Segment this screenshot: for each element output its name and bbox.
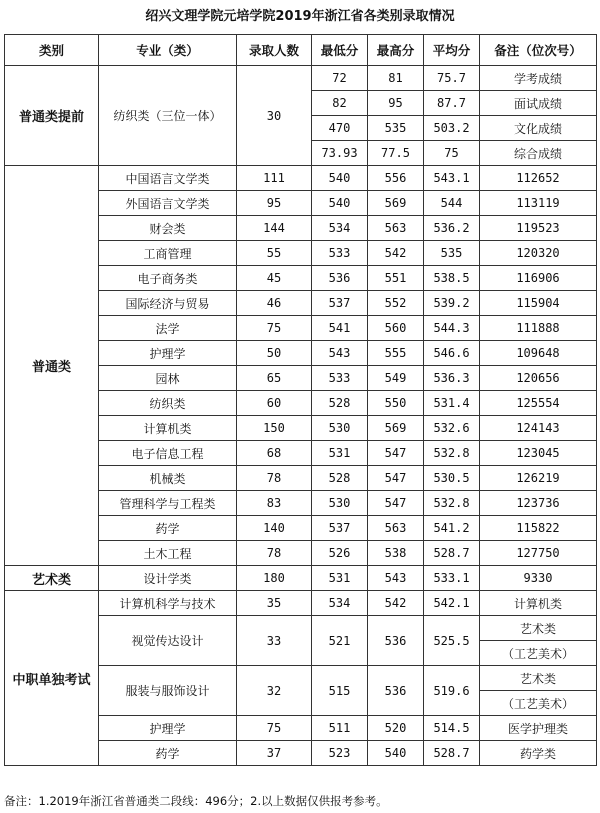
max-cell: 520 xyxy=(368,716,424,741)
min-cell: 540 xyxy=(312,191,368,216)
max-cell: 551 xyxy=(368,266,424,291)
count-cell: 150 xyxy=(237,416,312,441)
min-cell: 541 xyxy=(312,316,368,341)
note-cell: 115822 xyxy=(480,516,597,541)
note-cell: 药学类 xyxy=(480,741,597,766)
max-cell: 95 xyxy=(368,91,424,116)
header-min: 最低分 xyxy=(312,35,368,66)
note-cell: 127750 xyxy=(480,541,597,566)
max-cell: 556 xyxy=(368,166,424,191)
max-cell: 547 xyxy=(368,466,424,491)
major-cell: 电子商务类 xyxy=(99,266,237,291)
major-cell: 纺织类 xyxy=(99,391,237,416)
count-cell: 144 xyxy=(237,216,312,241)
min-cell: 515 xyxy=(312,666,368,716)
count-cell: 60 xyxy=(237,391,312,416)
min-cell: 537 xyxy=(312,516,368,541)
count-cell: 65 xyxy=(237,366,312,391)
min-cell: 523 xyxy=(312,741,368,766)
avg-cell: 541.2 xyxy=(424,516,480,541)
note-cell: 116906 xyxy=(480,266,597,291)
count-cell: 55 xyxy=(237,241,312,266)
major-cell: 管理科学与工程类 xyxy=(99,491,237,516)
note-cell: 文化成绩 xyxy=(480,116,597,141)
note-cell: 综合成绩 xyxy=(480,141,597,166)
max-cell: 538 xyxy=(368,541,424,566)
min-cell: 531 xyxy=(312,566,368,591)
count-cell: 140 xyxy=(237,516,312,541)
table-row xyxy=(5,591,597,616)
count-cell: 37 xyxy=(237,741,312,766)
max-cell: 569 xyxy=(368,191,424,216)
note-cell: 115904 xyxy=(480,291,597,316)
min-cell: 72 xyxy=(312,66,368,91)
avg-cell: 546.6 xyxy=(424,341,480,366)
max-cell: 542 xyxy=(368,241,424,266)
major-cell: 计算机类 xyxy=(99,416,237,441)
max-cell: 77.5 xyxy=(368,141,424,166)
max-cell: 536 xyxy=(368,666,424,716)
major-cell: 工商管理 xyxy=(99,241,237,266)
major-cell: 药学 xyxy=(99,741,237,766)
note-cell: 109648 xyxy=(480,341,597,366)
avg-cell: 536.3 xyxy=(424,366,480,391)
avg-cell: 503.2 xyxy=(424,116,480,141)
table-body xyxy=(5,66,597,766)
avg-cell: 539.2 xyxy=(424,291,480,316)
count-cell: 45 xyxy=(237,266,312,291)
major-cell: 国际经济与贸易 xyxy=(99,291,237,316)
avg-cell: 531.4 xyxy=(424,391,480,416)
min-cell: 530 xyxy=(312,491,368,516)
major-cell: 纺织类（三位一体） xyxy=(99,66,237,166)
table-row xyxy=(5,566,597,591)
note-cell: 112652 xyxy=(480,166,597,191)
min-cell: 521 xyxy=(312,616,368,666)
major-cell: 服装与服饰设计 xyxy=(99,666,237,716)
count-cell: 78 xyxy=(237,466,312,491)
avg-cell: 538.5 xyxy=(424,266,480,291)
avg-cell: 542.1 xyxy=(424,591,480,616)
avg-cell: 532.6 xyxy=(424,416,480,441)
max-cell: 552 xyxy=(368,291,424,316)
min-cell: 540 xyxy=(312,166,368,191)
note-cell: 113119 xyxy=(480,191,597,216)
avg-cell: 519.6 xyxy=(424,666,480,716)
max-cell: 560 xyxy=(368,316,424,341)
max-cell: 536 xyxy=(368,616,424,666)
avg-cell: 536.2 xyxy=(424,216,480,241)
note-cell: 120656 xyxy=(480,366,597,391)
note-cell: 面试成绩 xyxy=(480,91,597,116)
count-cell: 111 xyxy=(237,166,312,191)
avg-cell: 544.3 xyxy=(424,316,480,341)
max-cell: 543 xyxy=(368,566,424,591)
count-cell: 68 xyxy=(237,441,312,466)
max-cell: 555 xyxy=(368,341,424,366)
note-cell: 艺术类 xyxy=(480,616,597,641)
avg-cell: 543.1 xyxy=(424,166,480,191)
avg-cell: 528.7 xyxy=(424,541,480,566)
major-cell: 电子信息工程 xyxy=(99,441,237,466)
major-cell: 法学 xyxy=(99,316,237,341)
header-note: 备注（位次号） xyxy=(480,35,597,66)
count-cell: 46 xyxy=(237,291,312,316)
note-cell: 126219 xyxy=(480,466,597,491)
min-cell: 533 xyxy=(312,366,368,391)
min-cell: 531 xyxy=(312,441,368,466)
major-cell: 设计学类 xyxy=(99,566,237,591)
min-cell: 511 xyxy=(312,716,368,741)
avg-cell: 532.8 xyxy=(424,441,480,466)
note-cell: 艺术类 xyxy=(480,666,597,691)
min-cell: 528 xyxy=(312,466,368,491)
header-major: 专业（类） xyxy=(99,35,237,66)
count-cell: 78 xyxy=(237,541,312,566)
count-cell: 75 xyxy=(237,316,312,341)
category-cell: 中职单独考试 xyxy=(5,591,99,766)
major-cell: 视觉传达设计 xyxy=(99,616,237,666)
note-cell: 125554 xyxy=(480,391,597,416)
major-cell: 计算机科学与技术 xyxy=(99,591,237,616)
min-cell: 543 xyxy=(312,341,368,366)
major-cell: 护理学 xyxy=(99,716,237,741)
header-category: 类别 xyxy=(5,35,99,66)
count-cell: 30 xyxy=(237,66,312,166)
avg-cell: 528.7 xyxy=(424,741,480,766)
note-cell: 计算机类 xyxy=(480,591,597,616)
avg-cell: 525.5 xyxy=(424,616,480,666)
note-cell: 119523 xyxy=(480,216,597,241)
count-cell: 33 xyxy=(237,616,312,666)
max-cell: 547 xyxy=(368,491,424,516)
max-cell: 542 xyxy=(368,591,424,616)
major-cell: 土木工程 xyxy=(99,541,237,566)
major-cell: 外国语言文学类 xyxy=(99,191,237,216)
avg-cell: 87.7 xyxy=(424,91,480,116)
max-cell: 535 xyxy=(368,116,424,141)
min-cell: 534 xyxy=(312,216,368,241)
category-cell: 艺术类 xyxy=(5,566,99,591)
max-cell: 563 xyxy=(368,516,424,541)
max-cell: 81 xyxy=(368,66,424,91)
max-cell: 569 xyxy=(368,416,424,441)
max-cell: 547 xyxy=(368,441,424,466)
avg-cell: 533.1 xyxy=(424,566,480,591)
count-cell: 95 xyxy=(237,191,312,216)
avg-cell: 532.8 xyxy=(424,491,480,516)
note-cell: 123045 xyxy=(480,441,597,466)
major-cell: 护理学 xyxy=(99,341,237,366)
avg-cell: 75 xyxy=(424,141,480,166)
avg-cell: 544 xyxy=(424,191,480,216)
note-cell: 111888 xyxy=(480,316,597,341)
min-cell: 533 xyxy=(312,241,368,266)
max-cell: 563 xyxy=(368,216,424,241)
max-cell: 549 xyxy=(368,366,424,391)
header-max: 最高分 xyxy=(368,35,424,66)
page-title: 绍兴文理学院元培学院2019年浙江省各类别录取情况 xyxy=(145,9,455,24)
avg-cell: 530.5 xyxy=(424,466,480,491)
max-cell: 540 xyxy=(368,741,424,766)
note-cell: 124143 xyxy=(480,416,597,441)
major-cell: 药学 xyxy=(99,516,237,541)
min-cell: 470 xyxy=(312,116,368,141)
table-header xyxy=(5,35,597,66)
major-cell: 财会类 xyxy=(99,216,237,241)
header-avg: 平均分 xyxy=(424,35,480,66)
note-cell: 学考成绩 xyxy=(480,66,597,91)
count-cell: 180 xyxy=(237,566,312,591)
min-cell: 528 xyxy=(312,391,368,416)
avg-cell: 75.7 xyxy=(424,66,480,91)
header-count: 录取人数 xyxy=(237,35,312,66)
min-cell: 536 xyxy=(312,266,368,291)
count-cell: 35 xyxy=(237,591,312,616)
avg-cell: 535 xyxy=(424,241,480,266)
count-cell: 50 xyxy=(237,341,312,366)
category-cell: 普通类提前 xyxy=(5,66,99,166)
note-cell: 123736 xyxy=(480,491,597,516)
min-cell: 526 xyxy=(312,541,368,566)
avg-cell: 514.5 xyxy=(424,716,480,741)
note-cell: 医学护理类 xyxy=(480,716,597,741)
count-cell: 32 xyxy=(237,666,312,716)
min-cell: 537 xyxy=(312,291,368,316)
min-cell: 82 xyxy=(312,91,368,116)
major-cell: 园林 xyxy=(99,366,237,391)
max-cell: 550 xyxy=(368,391,424,416)
category-cell: 普通类 xyxy=(5,166,99,566)
footnote: 备注：1.2019年浙江省普通类二段线：496分；2.以上数据仅供报考参考。 xyxy=(4,794,388,808)
min-cell: 73.93 xyxy=(312,141,368,166)
table-row xyxy=(5,66,597,91)
major-cell: 中国语言文学类 xyxy=(99,166,237,191)
major-cell: 机械类 xyxy=(99,466,237,491)
min-cell: 530 xyxy=(312,416,368,441)
note-cell: 9330 xyxy=(480,566,597,591)
note-cell: 120320 xyxy=(480,241,597,266)
note-cell: （工艺美术） xyxy=(480,641,597,666)
count-cell: 83 xyxy=(237,491,312,516)
note-cell: （工艺美术） xyxy=(480,691,597,716)
min-cell: 534 xyxy=(312,591,368,616)
admission-table xyxy=(4,34,597,766)
table-row xyxy=(5,166,597,191)
count-cell: 75 xyxy=(237,716,312,741)
